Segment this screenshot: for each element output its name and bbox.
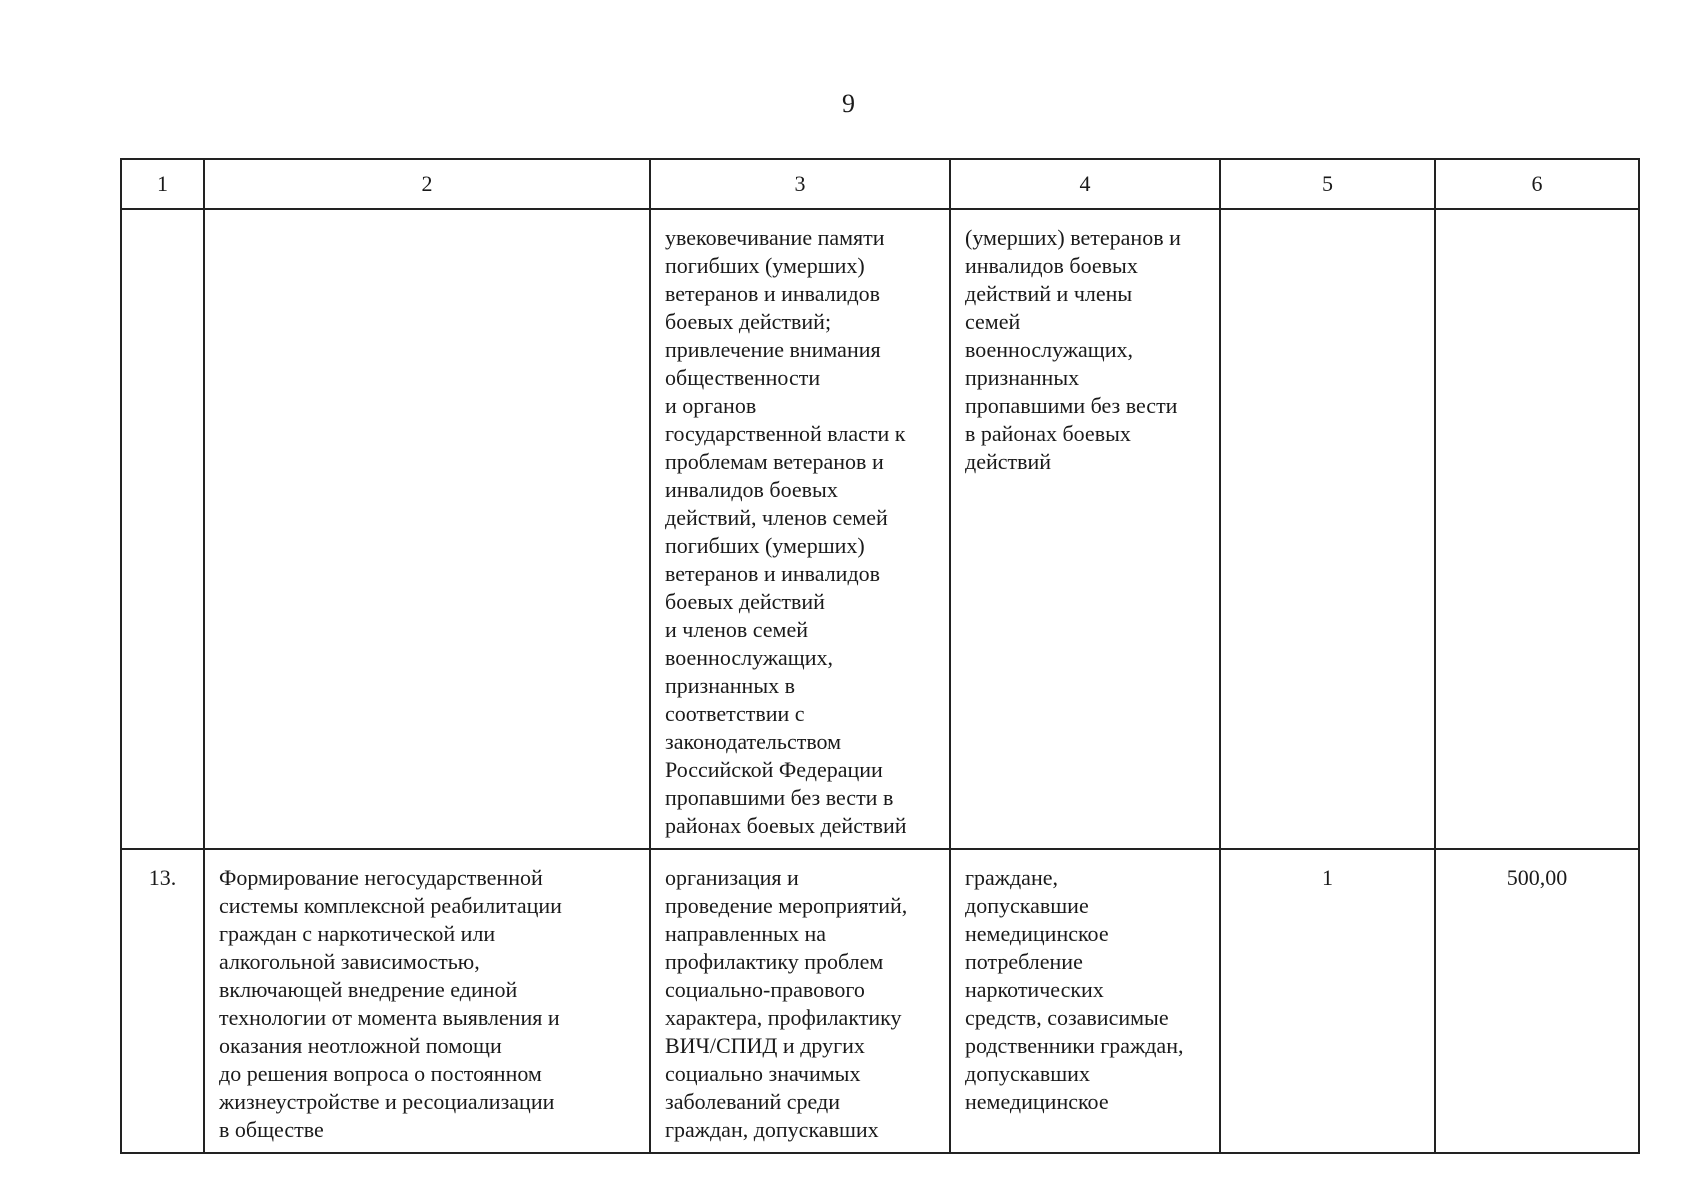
target-group: граждане, допускавшие немедицинское потребление наркотических средств, созависимые родственники граждан, допускавших немедицинское [965, 865, 1184, 1114]
table-header-row [121, 159, 1639, 209]
target-group: (умерших) ветеранов и инвалидов боевых действий и члены семей военнослужащих, признанных пропавшими без вести в районах боевых действий [965, 225, 1181, 474]
row-number: 13. [148, 865, 177, 890]
page-number: 9 [842, 89, 855, 118]
row-number [122, 210, 203, 232]
table-cell [121, 209, 204, 849]
table-cell [204, 209, 650, 849]
activity-goals: организация и проведение мероприятий, направленных на профилактику проблем социально-правового характера, профилактику ВИЧ/СПИД и других социально значимых заболеваний среди граждан, допускавших [665, 865, 908, 1142]
amount-value: 500,00 [1506, 865, 1568, 890]
column-header-4: 4 [950, 159, 1220, 209]
table-row-13 [121, 849, 1639, 1153]
count-value [1221, 210, 1434, 232]
table-cell [1220, 209, 1435, 849]
table-cell [650, 209, 950, 849]
column-header-3: 3 [650, 159, 950, 209]
column-header-5: 5 [1220, 159, 1435, 209]
table-cell [950, 209, 1220, 849]
column-header-2: 2 [204, 159, 650, 209]
table-cell [1435, 209, 1639, 849]
table-cell [1220, 849, 1435, 1153]
activity-name [205, 210, 649, 232]
column-header-1: 1 [121, 159, 204, 209]
table-cell [650, 849, 950, 1153]
activity-goals: увековечивание памяти погибших (умерших) ветеранов и инвалидов боевых действий; привлечение внимания общественности и органов государственной власти к проблемам ветеранов и инвалидов боевых действий, членов семей погибших (умерших) ветеранов и инвалидов боевых действий и членов семей военнослужащих, признанных в соответствии с законодательством Российской Федерации пропавшими без вести в районах боевых действий [665, 225, 907, 838]
column-header-6: 6 [1435, 159, 1639, 209]
count-value: 1 [1322, 865, 1333, 890]
table-cell [1435, 849, 1639, 1153]
table-cell [121, 849, 204, 1153]
program-table [120, 158, 1640, 1154]
table-row-continuation [121, 209, 1639, 849]
amount-value [1436, 210, 1638, 232]
table-cell [950, 849, 1220, 1153]
activity-name: Формирование негосударственной системы комплексной реабилитации граждан с наркотической или алкогольной зависимостью, включающей внедрение единой технологии от момента выявления и оказания неотложной помощи до решения вопроса о постоянном жизнеустройстве и ресоциализации в обществе [219, 865, 562, 1142]
table-cell [204, 849, 650, 1153]
